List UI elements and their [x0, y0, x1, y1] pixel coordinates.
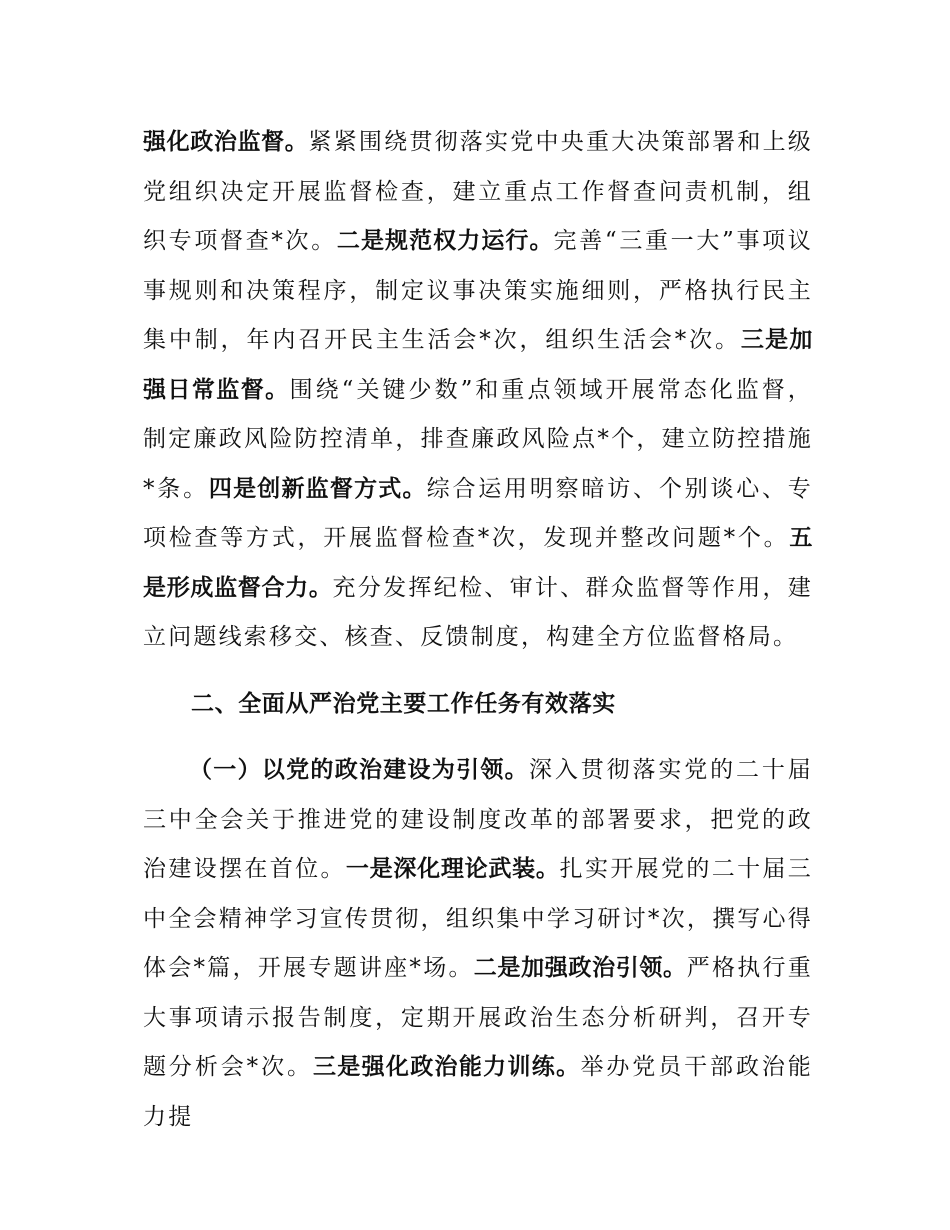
lead-regulate-power: 二是规范权力运行。 [336, 228, 554, 254]
paragraph-supervision [143, 118, 813, 663]
section-heading: 二、全面从严治党主要工作任务有效落实 [191, 690, 616, 717]
lead-daily-supervision: 三是加强日常监督。 [143, 327, 813, 403]
text-joint-supervision: 充分发挥纪检、审计、群众监督等作用，建立问题线索移交、核查、反馈制度，构建全方位监督格局。 [143, 574, 813, 650]
lead-joint-supervision: 五是形成监督合力。 [143, 525, 813, 601]
document-body [143, 118, 813, 1142]
text-daily-supervision: 围绕“关键少数”和重点领域开展常态化监督，制定廉政风险防控清单，排查廉政风险点*个，建立防控措施*条。 [143, 376, 813, 502]
lead-strengthen-political-supervision: 强化政治监督。 [143, 129, 309, 155]
text-regulate-power: 完善“三重一大”事项议事规则和决策程序，制定议事决策实施细则，严格执行民主集中制，年内召开民主生活会*次，组织生活会*次。 [143, 228, 813, 353]
lead-political-capability: 三是强化政治能力训练。 [312, 1054, 581, 1080]
text-political-guidance: 严格执行重大事项请示报告制度，定期开展政治生态分析研判，召开专题分析会*次。 [143, 955, 813, 1080]
lead-political-building: （一）以党的政治建设为引领。 [189, 757, 529, 783]
text-theory-armament: 扎实开展党的二十届三中全会精神学习宣传贯彻，组织集中学习研讨*次，撰写心得体会*篇，开展专题讲座*场。 [143, 856, 813, 981]
paragraph-political-building [143, 746, 813, 1142]
lead-political-guidance: 二是加强政治引领。 [473, 955, 687, 981]
text-political-building: 深入贯彻落实党的二十届三中全会关于推进党的建设制度改革的部署要求，把党的政治建设摆在首位。 [143, 757, 813, 882]
text-innovate-supervision: 综合运用明察暗访、个别谈心、专项检查等方式，开展监督检查*次，发现并整改问题*个。 [143, 475, 813, 551]
text-political-supervision: 紧紧围绕贯彻落实党中央重大决策部署和上级党组织决定开展监督检查，建立重点工作督查问责机制，组织专项督查*次。 [143, 129, 814, 254]
text-political-capability: 举办党员干部政治能力提 [143, 1054, 813, 1130]
lead-theory-armament: 一是深化理论武装。 [345, 856, 560, 882]
lead-innovate-supervision: 四是创新监督方式。 [208, 475, 427, 502]
